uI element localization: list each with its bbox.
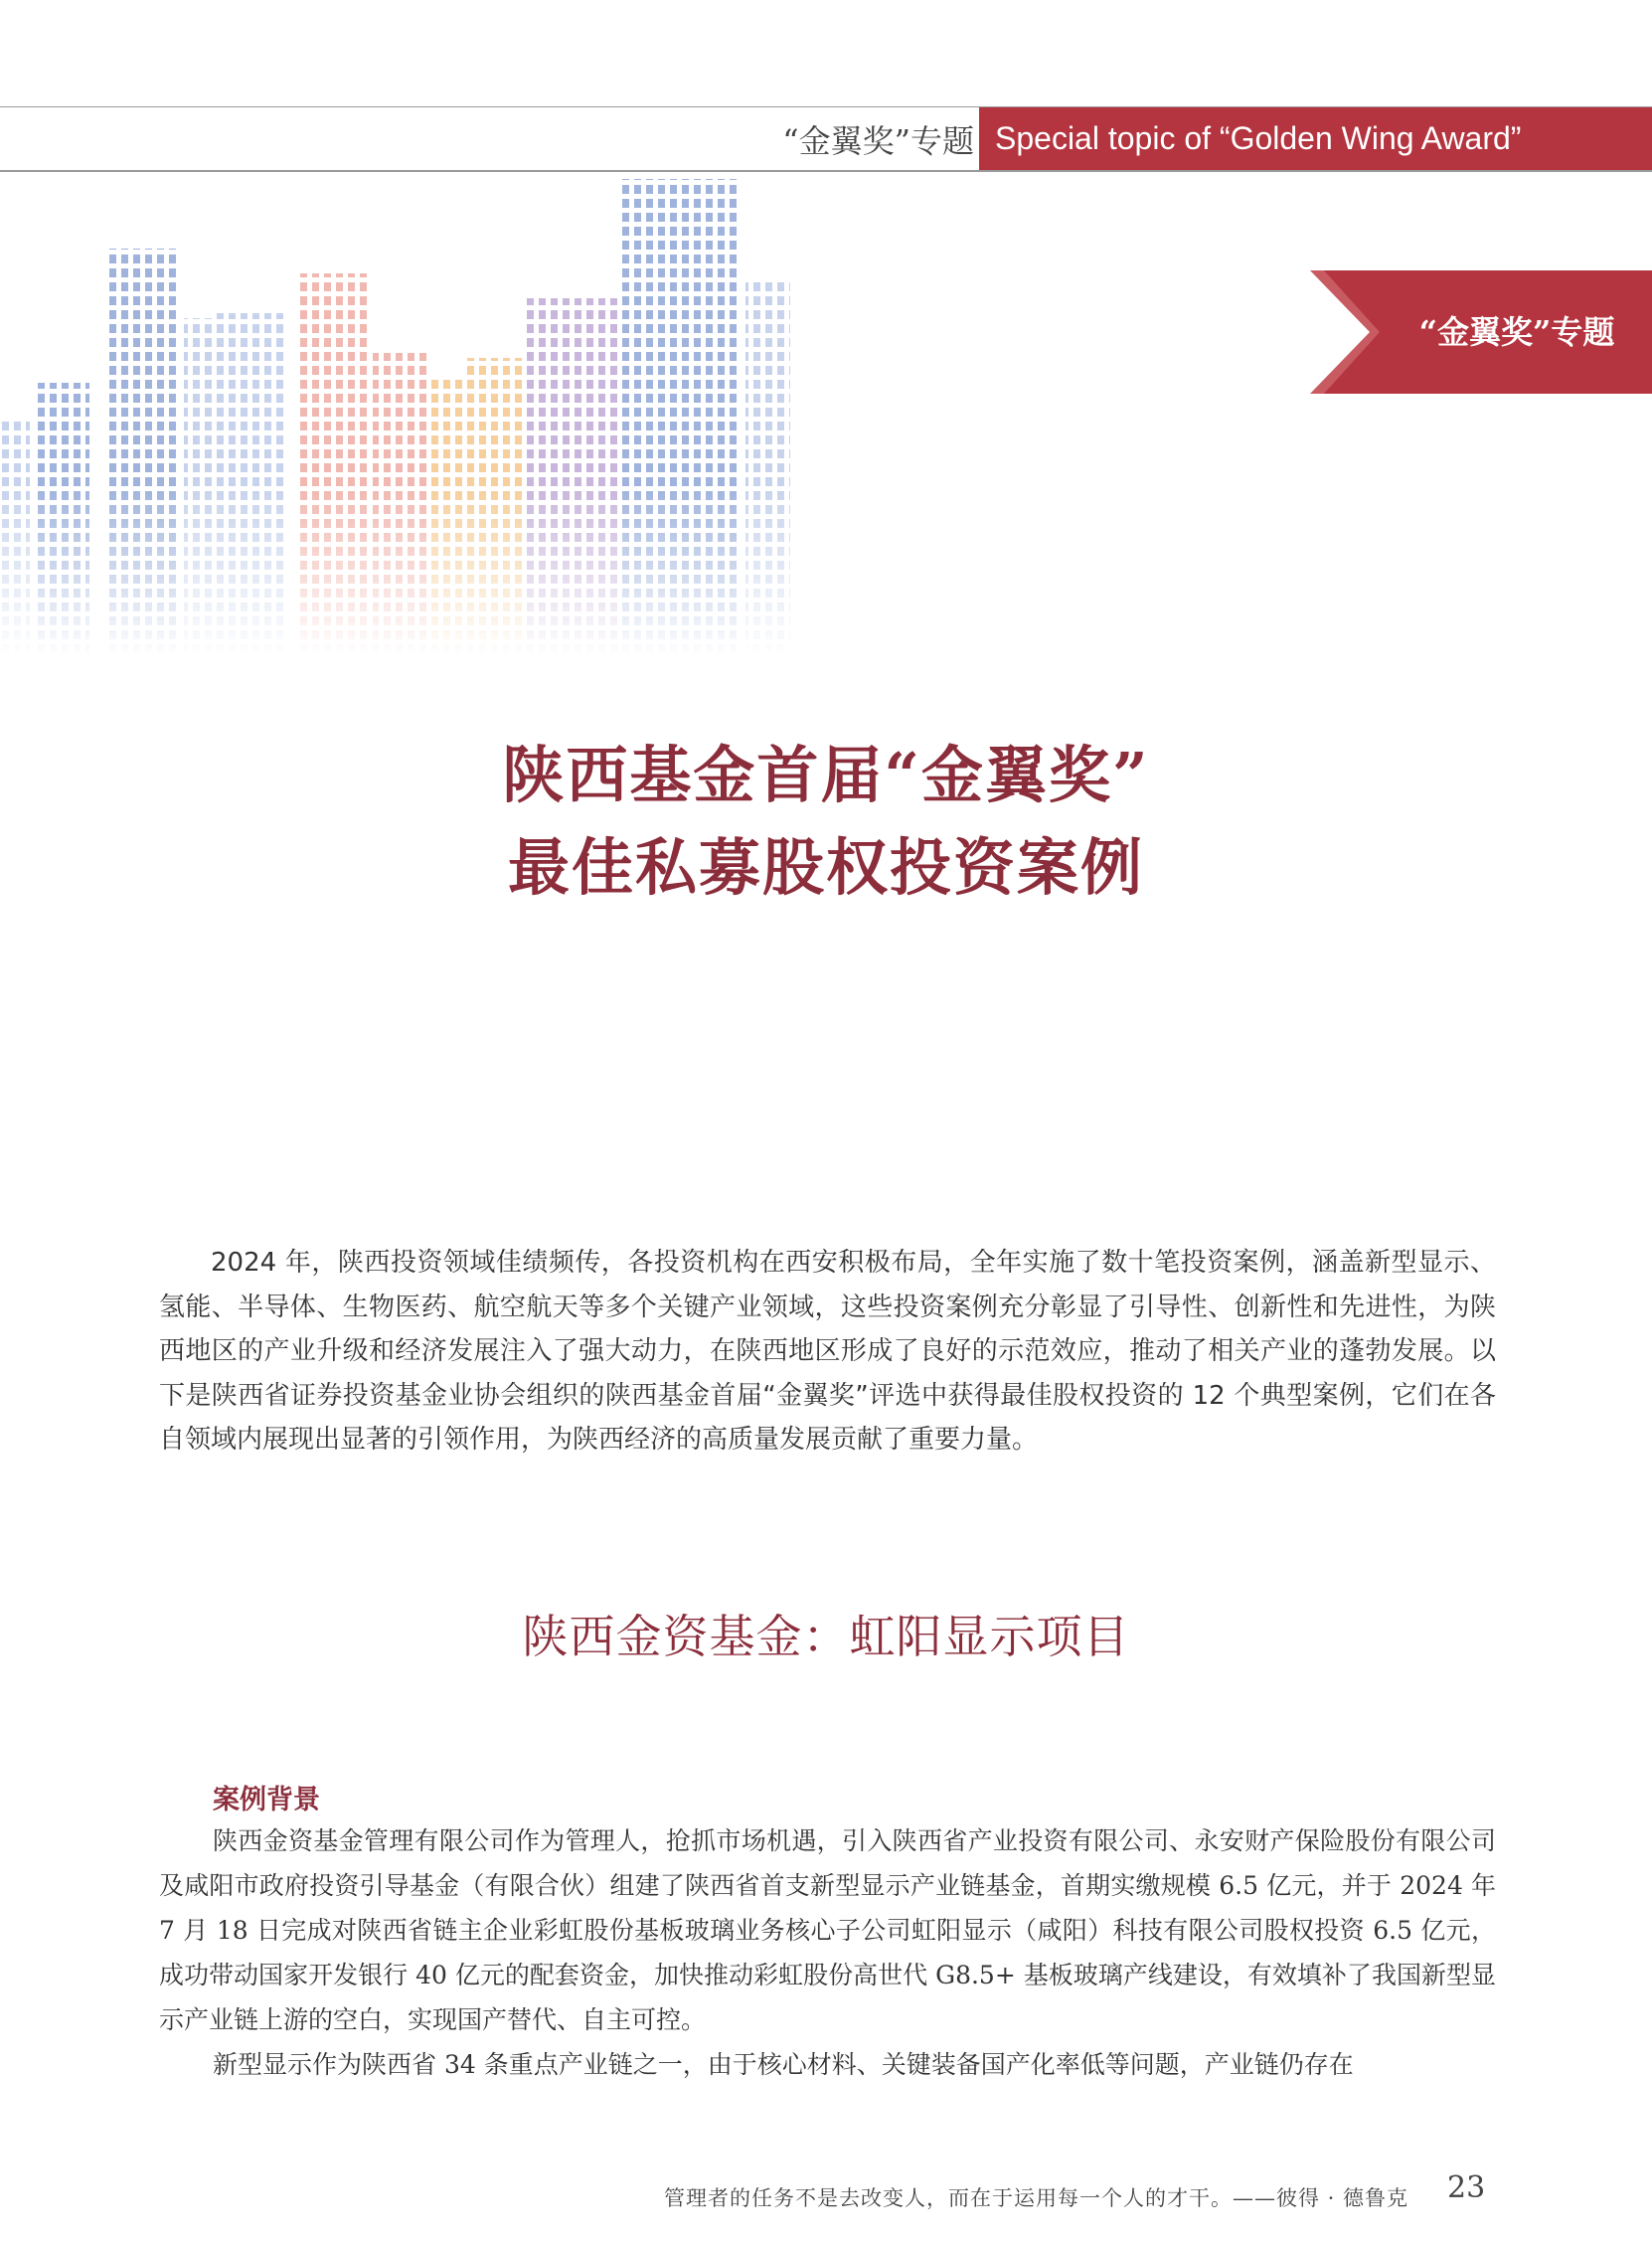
- page-title-line1: 陕西基金首届“金翼奖”: [502, 739, 1150, 811]
- section-tag: [1310, 270, 1652, 394]
- body-paragraph: 陕西金资基金管理有限公司作为管理人，抢抓市场机遇，引入陕西省产业投资有限公司、永安财产保险股份有限公司及咸阳市政府投资引导基金（有限合伙）组建了陕西省首支新型显示产业链基金，首期实缴规模 6.5 亿元，并于 2024 年 7 月 18 日完成对陕西省链主企业彩虹股份基板玻璃业务核心子公司虹阳显示（咸阳）科技有限公司股权投资 6.5 亿元，成功带动国家开发银行 40 亿元的配套资金，加快推动彩虹股份高世代 G8.5+ 基板玻璃产线建设，有效填补了我国新型显示产业链上游的空白，实现国产替代、自主可控。: [159, 1826, 1496, 2034]
- page-title-line2: 最佳私募股权投资案例: [507, 831, 1144, 904]
- case-title: 陕西金资基金：虹阳显示项目: [522, 1610, 1130, 1663]
- section-heading: 案例背景: [213, 1785, 320, 1815]
- intro-paragraph: 2024 年，陕西投资领域佳绩频传，各投资机构在西安积极布局，全年实施了数十笔投资案例，涵盖新型显示、氢能、半导体、生物医药、航空航天等多个关键产业领域，这些投资案例充分彰显了引导性、创新性和先进性，为陕西地区的产业升级和经济发展注入了强大动力，在陕西地区形成了良好的示范效应，推动了相关产业的蓬勃发展。以下是陕西省证券投资基金业协会组织的陕西基金首届“金翼奖”评选中获得最佳股权投资的 12 个典型案例，它们在各自领域内展现出显著的引领作用，为陕西经济的高质量发展贡献了重要力量。: [159, 1248, 1496, 1455]
- section-tag-label: “金翼奖”专题: [1418, 313, 1615, 351]
- header-section-cn: “金翼奖”专题: [782, 122, 974, 160]
- footer-quote: 管理者的任务不是去改变人，而在于运用每一个人的才干。——彼得 · 德鲁克: [664, 2186, 1409, 2210]
- body-paragraph: 新型显示作为陕西省 34 条重点产业链之一，由于核心材料、关键装备国产化率低等问题，产业链仍存在: [213, 2050, 1354, 2079]
- header-section-en: Special topic of “Golden Wing Award”: [979, 107, 1652, 170]
- skyline-illustration: [0, 169, 795, 656]
- page-number: 23: [1447, 2170, 1486, 2205]
